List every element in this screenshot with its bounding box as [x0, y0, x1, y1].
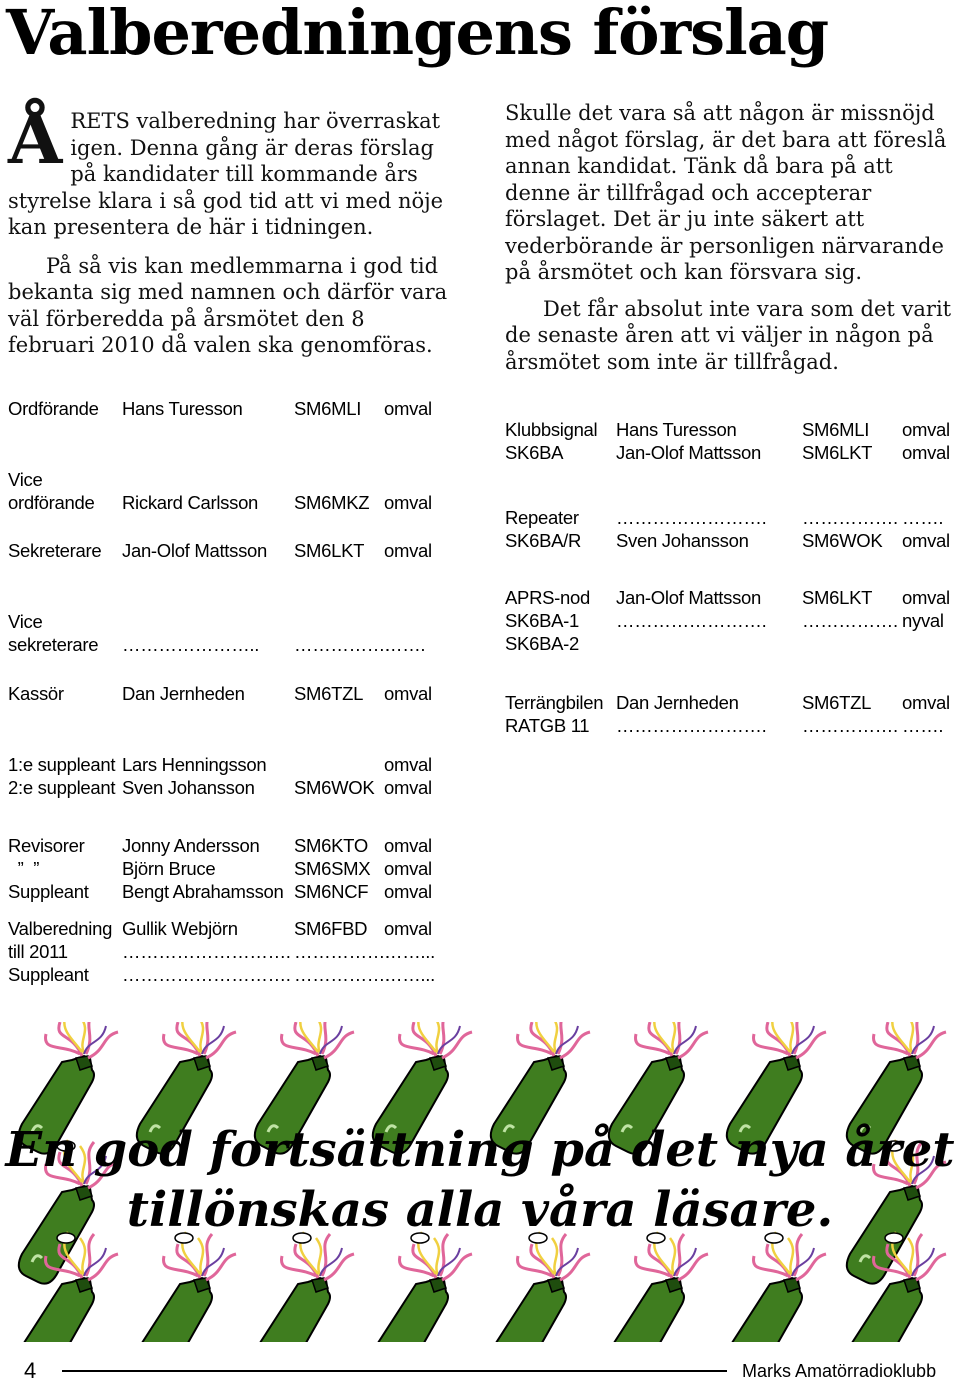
intro-paragraph-1: RETS valberedning har överraskat igen. Denna gång är deras förslag på kandidater till kommande års styrelse klara i så god tid att vi med nöje kan presentera de här i tidningen. — [8, 109, 444, 239]
bottle-icon — [255, 1232, 354, 1342]
role: APRS-nod — [505, 587, 591, 608]
role: Klubbsignal — [505, 419, 598, 440]
status: omval — [902, 419, 950, 440]
status: omval — [902, 587, 950, 608]
name: Jan-Olof Mattsson — [616, 587, 762, 608]
name: Jonny Andersson — [122, 835, 260, 856]
bottle-icon — [727, 1232, 826, 1342]
role: till 2011 — [8, 941, 68, 962]
status: omval — [902, 530, 950, 551]
callsign: SM6SMX — [294, 858, 371, 879]
callsign: SM6KTO — [294, 835, 368, 856]
callsign: ……………. — [294, 634, 390, 655]
callsign: SM6WOK — [294, 777, 375, 798]
role: Vice — [8, 611, 43, 632]
callsign: SM6LKT — [802, 587, 873, 608]
status: ……. — [902, 715, 944, 736]
bottle-icon — [137, 1232, 236, 1342]
status: omval — [384, 540, 432, 561]
status: nyval — [902, 610, 944, 631]
status: omval — [384, 858, 432, 879]
callsign: SM6FBD — [294, 918, 368, 939]
callsign: SM6LKT — [802, 442, 873, 463]
callsign: ……………. — [294, 941, 390, 962]
role: Vice — [8, 469, 43, 490]
role: SK6BA — [505, 442, 564, 463]
callsign: ……………. — [802, 715, 898, 736]
status: omval — [384, 835, 432, 856]
callsign: ……………. — [802, 507, 898, 528]
status: ……... — [384, 964, 435, 985]
callsign: ……………. — [294, 964, 390, 985]
callsign: SM6MLI — [802, 419, 870, 440]
right-paragraph-1: Skulle det vara så att någon är missnöjd med något förslag, är det bara att föreslå annan kandidat. Tänk då bara på att denne är tillfrågad och accepterar förslaget. Det är ju inte säkert att vederbörande är personligen närvarande på årsmötet och kan försvara sig. — [505, 101, 947, 284]
role: Suppleant — [8, 964, 89, 985]
name: Rickard Carlsson — [122, 492, 259, 513]
right-paragraph-2: Det får absolut inte vara som det varit de senaste åren att vi väljer in någon på årsmötet som inte är tillfrågad. — [505, 296, 952, 374]
bottle-icon — [609, 1232, 708, 1342]
role: Kassör — [8, 683, 64, 704]
role: SK6BA-2 — [505, 633, 579, 654]
bottle-icon — [491, 1232, 590, 1342]
role: Repeater — [505, 507, 579, 528]
name: Jan-Olof Mattsson — [616, 442, 762, 463]
role: ordförande — [8, 492, 95, 513]
callsign: SM6NCF — [294, 881, 369, 902]
role: SK6BA-1 — [505, 610, 579, 631]
name: ………………….. — [122, 634, 260, 655]
footer-divider — [62, 1370, 727, 1372]
name: ……………………. — [616, 715, 767, 736]
role: Ordförande — [8, 398, 99, 419]
name: ………………………. — [122, 941, 291, 962]
status: omval — [902, 692, 950, 713]
callsign: SM6TZL — [294, 683, 364, 704]
status: ……. — [384, 634, 426, 655]
callsign: ……………. — [802, 610, 898, 631]
role: 1:e suppleant — [8, 754, 116, 775]
status: omval — [384, 683, 432, 704]
name: Dan Jernheden — [616, 692, 739, 713]
name: Dan Jernheden — [122, 683, 245, 704]
intro-paragraph-2: På så vis kan medlemmarna i god tid bekanta sig med namnen och därför vara väl förberedda på årsmötet den 8 februari 2010 då valen ska genomföras. — [8, 253, 448, 357]
name: Bengt Abrahamsson — [122, 881, 284, 902]
page-number: 4 — [24, 1358, 37, 1383]
role: 2:e suppleant — [8, 777, 116, 798]
name: ………………………. — [122, 964, 291, 985]
name: Jan-Olof Mattsson — [122, 540, 268, 561]
role: SK6BA/R — [505, 530, 582, 551]
intro-text — [8, 97, 448, 359]
name: ……………………. — [616, 507, 767, 528]
status: omval — [384, 398, 432, 419]
page-title: Valberedningens förslag — [6, 0, 829, 69]
name: Sven Johansson — [616, 530, 749, 551]
name: Lars Henningsson — [122, 754, 267, 775]
role: RATGB 11 — [505, 715, 590, 736]
name: ……………………. — [616, 610, 767, 631]
callsign: SM6MKZ — [294, 492, 370, 513]
role: Terrängbilen — [505, 692, 604, 713]
status: omval — [384, 492, 432, 513]
callsign: SM6WOK — [802, 530, 883, 551]
greeting-line-2: tillönskas alla våra läsare. — [126, 1182, 834, 1238]
bottle-icon — [373, 1232, 472, 1342]
role: Valberedning — [8, 918, 113, 939]
callsign: SM6TZL — [802, 692, 872, 713]
status: omval — [384, 777, 432, 798]
status: omval — [902, 442, 950, 463]
status: omval — [384, 754, 432, 775]
name: Hans Turesson — [122, 398, 243, 419]
role: Sekreterare — [8, 540, 102, 561]
greeting-line-1: En god fortsättning på det nya året — [5, 1122, 955, 1178]
status: ……. — [902, 507, 944, 528]
role: Revisorer — [8, 835, 85, 856]
callsign: SM6LKT — [294, 540, 365, 561]
dropcap: Å — [8, 97, 63, 180]
name: Hans Turesson — [616, 419, 737, 440]
club-name: Marks Amatörradioklubb — [742, 1361, 937, 1381]
name: Björn Bruce — [122, 858, 216, 879]
role: Suppleant — [8, 881, 89, 902]
new-year-greeting — [0, 1120, 960, 1240]
right-text — [505, 100, 955, 375]
status: omval — [384, 918, 432, 939]
name: Sven Johansson — [122, 777, 255, 798]
role: ” ” — [8, 858, 40, 879]
name: Gullik Webjörn — [122, 918, 238, 939]
callsign: SM6MLI — [294, 398, 362, 419]
role: sekreterare — [8, 634, 99, 655]
status: omval — [384, 881, 432, 902]
status: ……... — [384, 941, 435, 962]
